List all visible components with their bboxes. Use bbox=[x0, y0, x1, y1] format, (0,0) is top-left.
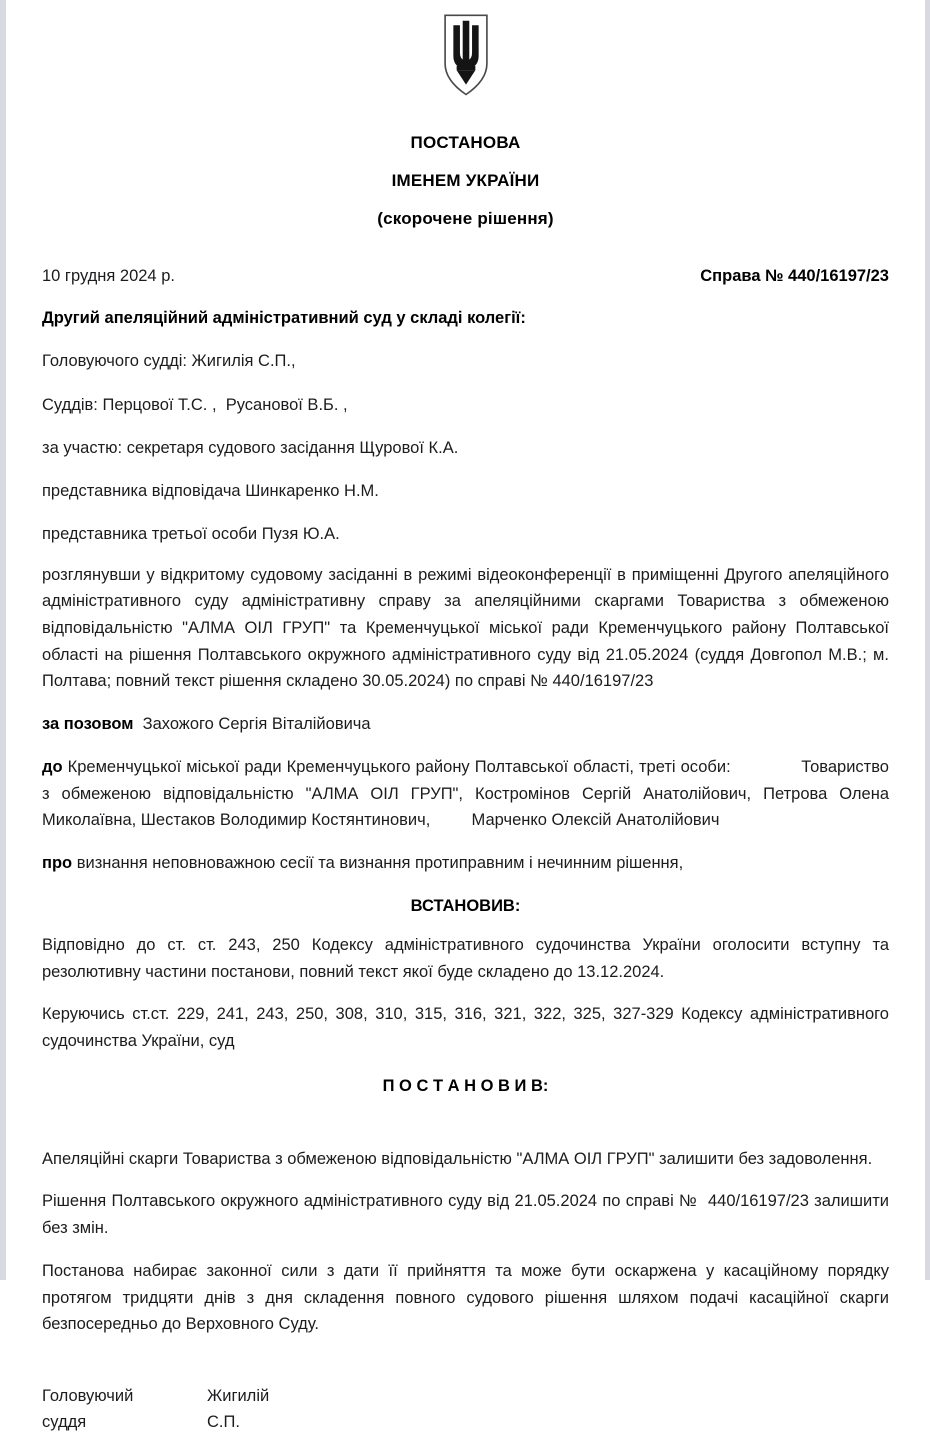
signature-name bbox=[207, 1384, 269, 1435]
title-resolution: ПОСТАНОВА bbox=[410, 133, 521, 152]
established-heading: ВСТАНОВИВ: bbox=[410, 896, 521, 915]
claim-label: за позовом bbox=[42, 715, 134, 734]
respondent-text: Кременчуцької міської ради Кременчуцького району Полтавської області, треті особи: Товариство з обмеженою відповідальністю "АЛМА ОІЛ ГРУП", Костромінов Сергій Анатолійович, Петрова Олена Миколаївна, Шестаков Володимир Костянтинович, Марченко Олексій Анатолійович bbox=[42, 757, 889, 830]
respondent-paragraph bbox=[42, 754, 889, 834]
signature-role-line2: суддя bbox=[42, 1412, 87, 1431]
signature-name-line2: С.П. bbox=[207, 1412, 240, 1431]
resolved-heading: П О С Т А Н О В И В: bbox=[382, 1076, 549, 1095]
document-title-block bbox=[42, 134, 889, 227]
hearing-paragraph: розглянувши у відкритому судовому засіданні в режимі відеоконференції в приміщенні Другого апеляційного адміністративного суду адміністративну справу за апеляційними скаргами Товариства з обмеженою відповідальністю "АЛМА ОІЛ ГРУП" та Кременчуцької міської ради Кременчуцького району Полтавської області на рішення Полтавського окружного адміністративного суду від 21.05.2024 (суддя Довгопол М.В.; м. Полтава; повний текст рішення складено 30.05.2024) по справі № 440/16197/23 bbox=[42, 565, 889, 691]
document-body bbox=[6, 0, 925, 1431]
title-short-decision: (скорочене рішення) bbox=[377, 209, 554, 228]
signature-role bbox=[42, 1384, 207, 1435]
secretary-line: за участю: секретаря судового засідання Щурової К.А. bbox=[42, 438, 459, 457]
resolved-paragraph-3: Постанова набирає законної сили з дати її прийняття та може бути оскаржена у касаційному порядку протягом тридцяти днів з дня складення повного судового рішення шляхом подачі касаційної скарги безпосередньо до Верховного Суду. bbox=[42, 1261, 889, 1334]
page-edge-right bbox=[925, 0, 930, 1280]
established-paragraph-2: Керуючись ст.ст. 229, 241, 243, 250, 308, 310, 315, 316, 321, 322, 325, 327-329 Кодексу адміністративного судочинства України, суд bbox=[42, 1005, 889, 1050]
date-case-row bbox=[42, 267, 889, 286]
ukraine-coat-of-arms-icon bbox=[433, 12, 499, 100]
claim-text: Захожого Сергія Віталійовича bbox=[133, 715, 371, 734]
case-number: Справа № 440/16197/23 bbox=[700, 267, 889, 285]
signature-name-line1: Жигилій bbox=[207, 1386, 270, 1405]
respondent-label: до bbox=[42, 757, 63, 776]
subject-label: про bbox=[42, 854, 73, 873]
resolved-paragraph-1: Апеляційні скарги Товариства з обмеженою відповідальністю "АЛМА ОІЛ ГРУП" залишити без задоволення. bbox=[42, 1149, 873, 1168]
subject-text: визнання неповноважною сесії та визнання протиправним і нечинним рішення, bbox=[72, 854, 684, 873]
judges-line: Суддів: Перцової Т.С. , Русанової В.Б. , bbox=[42, 395, 348, 414]
document-date: 10 грудня 2024 р. bbox=[42, 267, 175, 285]
subject-line bbox=[42, 850, 889, 877]
court-composition-title: Другий апеляційний адміністративний суд у складі колегії: bbox=[42, 309, 526, 327]
title-in-name-of-ukraine: ІМЕНЕМ УКРАЇНИ bbox=[391, 171, 540, 190]
defendant-representative-line: представника відповідача Шинкаренко Н.М. bbox=[42, 482, 379, 501]
signature-role-line1: Головуючий bbox=[42, 1386, 134, 1405]
signature-block bbox=[42, 1384, 889, 1435]
presiding-judge-line: Головуючого судді: Жигилія С.П., bbox=[42, 352, 296, 371]
established-paragraph-1: Відповідно до ст. ст. 243, 250 Кодексу адміністративного судочинства України оголосити вступну та резолютивну частини постанови, повний текст якої буде складено до 13.12.2024. bbox=[42, 935, 889, 981]
claim-line bbox=[42, 711, 889, 738]
third-party-representative-line: представника третьої особи Пузя Ю.А. bbox=[42, 525, 340, 544]
resolved-paragraph-2: Рішення Полтавського окружного адміністративного суду від 21.05.2024 по справі № 440/16197/23 залишити без змін. bbox=[42, 1192, 889, 1238]
